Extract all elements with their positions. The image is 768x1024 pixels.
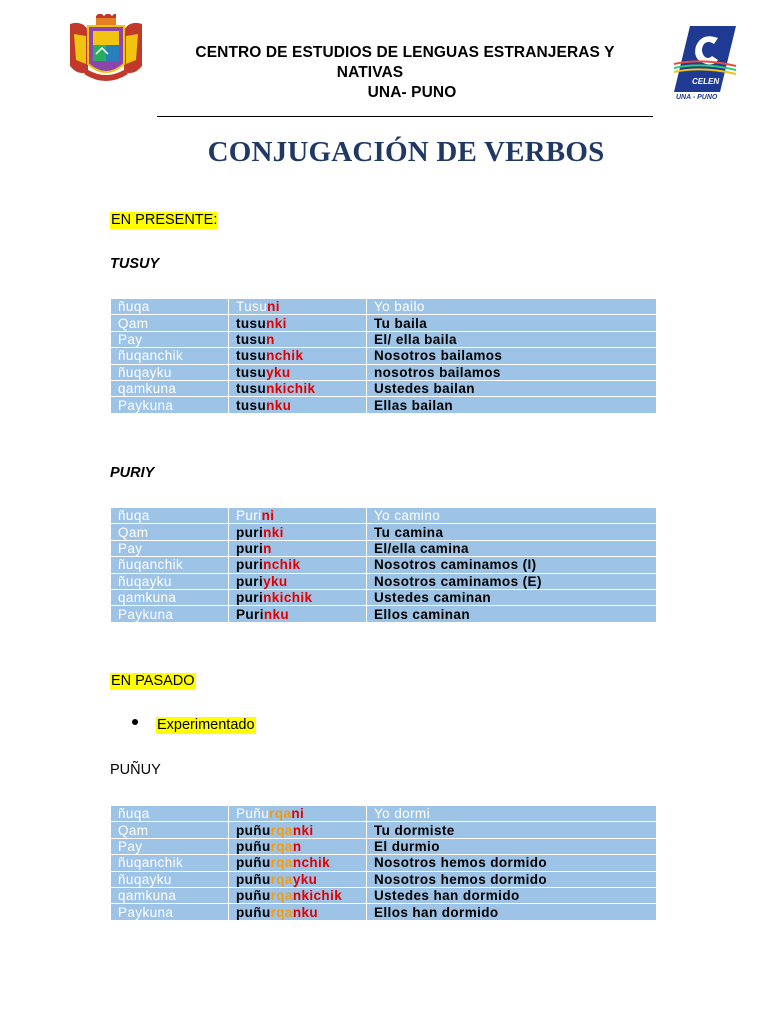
translation-cell: Nosotros hemos dormido	[367, 871, 657, 887]
tense-marker: rqa	[270, 838, 293, 854]
pronoun-cell: qamkuna	[111, 589, 229, 605]
translation-cell: Nosotros hemos dormido	[367, 855, 657, 871]
person-suffix: nkichik	[266, 381, 316, 397]
pronoun-cell: Qam	[111, 524, 229, 540]
celen-logo-subtext: UNA - PUNO	[676, 94, 718, 100]
pronoun-cell: ñuqayku	[111, 871, 229, 887]
verb-stem: tusu	[236, 348, 267, 364]
pronoun-cell: ñuqayku	[111, 364, 229, 380]
tense-marker: rqa	[270, 822, 293, 838]
conjugated-form-cell	[229, 573, 367, 589]
pronoun-cell: ñuqa	[111, 806, 229, 822]
verb-stem: tusu	[236, 381, 267, 397]
person-suffix: nku	[292, 904, 319, 920]
table-row	[111, 606, 657, 622]
conjugation-table-punuy	[110, 805, 657, 921]
tense-marker: rqa	[269, 806, 292, 822]
translation-cell: nosotros bailamos	[367, 364, 657, 380]
pronoun-cell: ñuqa	[111, 299, 229, 315]
conjugated-form-cell	[229, 315, 367, 331]
person-suffix: ni	[291, 806, 305, 822]
verb-heading-puriy: PURIY	[110, 465, 155, 481]
section-label-presente: EN PRESENTE:	[111, 212, 218, 228]
header-institution-line-1: CENTRO DE ESTUDIOS DE LENGUAS ESTRANJERAS Y	[195, 44, 615, 61]
translation-cell: El/ella camina	[367, 540, 657, 556]
translation-cell: Ustedes han dormido	[367, 887, 657, 903]
person-suffix: yku	[266, 364, 291, 380]
person-suffix: nkichik	[263, 590, 313, 606]
translation-cell: Yo dormi	[367, 806, 657, 822]
pronoun-cell: Paykuna	[111, 397, 229, 413]
translation-cell: Ustedes caminan	[367, 589, 657, 605]
tense-marker: rqa	[270, 871, 293, 887]
table-row	[111, 299, 657, 315]
conjugation-table-puriy	[110, 507, 657, 623]
conjugated-form-cell	[229, 524, 367, 540]
conjugated-form-cell	[229, 887, 367, 903]
table-row	[111, 871, 657, 887]
verb-stem: puri	[236, 573, 264, 589]
translation-cell: El/ ella baila	[367, 331, 657, 347]
person-suffix: nchik	[266, 348, 304, 364]
pronoun-cell: ñuqa	[111, 508, 229, 524]
document-title: CONJUGACIÓN DE VERBOS	[207, 136, 605, 168]
table-row	[111, 348, 657, 364]
translation-cell: Yo bailo	[367, 299, 657, 315]
table-row	[111, 806, 657, 822]
pronoun-cell: Paykuna	[111, 904, 229, 920]
conjugated-form-cell	[229, 299, 367, 315]
table-row	[111, 508, 657, 524]
table-row	[111, 364, 657, 380]
verb-stem: puñu	[236, 888, 271, 904]
translation-cell: Tu dormiste	[367, 822, 657, 838]
translation-cell: El durmio	[367, 838, 657, 854]
conjugated-form-cell	[229, 364, 367, 380]
header-divider-rule	[157, 116, 653, 117]
verb-stem: tusu	[236, 331, 267, 347]
verb-stem: puri	[236, 540, 264, 556]
verb-heading-tusuy: TUSUY	[110, 256, 160, 272]
table-row	[111, 524, 657, 540]
verb-stem: Puri	[236, 508, 262, 524]
section-label-pasado: EN PASADO	[111, 673, 195, 689]
table-row	[111, 838, 657, 854]
person-suffix: nchik	[263, 557, 301, 573]
table-row	[111, 855, 657, 871]
verb-stem: puri	[236, 590, 264, 606]
pronoun-cell: ñuqanchik	[111, 855, 229, 871]
table-row	[111, 589, 657, 605]
person-suffix: n	[266, 331, 275, 347]
pronoun-cell: qamkuna	[111, 380, 229, 396]
conjugated-form-cell	[229, 397, 367, 413]
header-institution-line-3: UNA- PUNO	[367, 84, 457, 101]
table-row	[111, 397, 657, 413]
verb-stem: Puri	[236, 606, 264, 622]
verb-stem: puri	[236, 524, 264, 540]
person-suffix: ni	[267, 299, 280, 315]
verb-stem: tusu	[236, 315, 267, 331]
table-row	[111, 887, 657, 903]
person-suffix: nki	[266, 315, 287, 331]
conjugated-form-cell	[229, 838, 367, 854]
pronoun-cell: ñuqanchik	[111, 557, 229, 573]
person-suffix: n	[292, 838, 302, 854]
pronoun-cell: Qam	[111, 822, 229, 838]
table-row	[111, 331, 657, 347]
verb-stem: puri	[236, 557, 264, 573]
tense-marker: rqa	[270, 888, 293, 904]
translation-cell: Nosotros caminamos (I)	[367, 557, 657, 573]
verb-stem: tusu	[236, 364, 267, 380]
verb-stem: puñu	[236, 822, 271, 838]
conjugated-form-cell	[229, 331, 367, 347]
table-row	[111, 904, 657, 920]
verb-stem: puñu	[236, 904, 271, 920]
conjugation-table-tusuy	[110, 298, 657, 414]
translation-cell: Nosotros caminamos (E)	[367, 573, 657, 589]
person-suffix: nkichik	[292, 888, 343, 904]
pronoun-cell: Qam	[111, 315, 229, 331]
conjugated-form-cell	[229, 348, 367, 364]
celen-logo-text: CELEN	[692, 77, 720, 86]
tense-marker: rqa	[270, 904, 293, 920]
conjugated-form-cell	[229, 540, 367, 556]
pronoun-cell: Pay	[111, 331, 229, 347]
pronoun-cell: ñuqayku	[111, 573, 229, 589]
verb-heading-punuy: PUÑUY	[110, 762, 161, 778]
verb-stem: Tusu	[236, 299, 268, 315]
translation-cell: Ellas bailan	[367, 397, 657, 413]
person-suffix: yku	[263, 573, 288, 589]
conjugated-form-cell	[229, 871, 367, 887]
conjugated-form-cell	[229, 508, 367, 524]
verb-stem: Puñu	[236, 806, 270, 822]
translation-cell: Ustedes bailan	[367, 380, 657, 396]
pronoun-cell: qamkuna	[111, 887, 229, 903]
person-suffix: nki	[292, 822, 314, 838]
person-suffix: nchik	[292, 855, 331, 871]
verb-stem: puñu	[236, 855, 271, 871]
translation-cell: Ellos caminan	[367, 606, 657, 622]
table-row	[111, 540, 657, 556]
person-suffix: nki	[263, 524, 284, 540]
tense-marker: rqa	[270, 855, 293, 871]
person-suffix: nku	[266, 397, 292, 413]
person-suffix: nku	[263, 606, 290, 622]
conjugated-form-cell	[229, 589, 367, 605]
conjugated-form-cell	[229, 606, 367, 622]
translation-cell: Nosotros bailamos	[367, 348, 657, 364]
person-suffix: n	[263, 540, 272, 556]
bullet-dot-icon	[131, 718, 139, 726]
conjugated-form-cell	[229, 806, 367, 822]
conjugated-form-cell	[229, 557, 367, 573]
translation-cell: Ellos han dormido	[367, 904, 657, 920]
table-row	[111, 380, 657, 396]
pronoun-cell: Pay	[111, 838, 229, 854]
table-row	[111, 573, 657, 589]
header-institution-line-2: NATIVAS	[336, 64, 404, 81]
celen-logo	[672, 24, 738, 100]
verb-stem: puñu	[236, 871, 271, 887]
translation-cell: Yo camino	[367, 508, 657, 524]
conjugated-form-cell	[229, 904, 367, 920]
conjugated-form-cell	[229, 380, 367, 396]
table-row	[111, 822, 657, 838]
translation-cell: Tu camina	[367, 524, 657, 540]
pronoun-cell: Paykuna	[111, 606, 229, 622]
conjugated-form-cell	[229, 855, 367, 871]
translation-cell: Tu baila	[367, 315, 657, 331]
conjugated-form-cell	[229, 822, 367, 838]
person-suffix: ni	[261, 508, 275, 524]
table-row	[111, 557, 657, 573]
pronoun-cell: ñuqanchik	[111, 348, 229, 364]
table-row	[111, 315, 657, 331]
verb-stem: puñu	[236, 838, 271, 854]
pronoun-cell: Pay	[111, 540, 229, 556]
verb-stem: tusu	[236, 397, 267, 413]
sub-label-experimentado: Experimentado	[157, 717, 255, 733]
person-suffix: yku	[292, 871, 318, 887]
